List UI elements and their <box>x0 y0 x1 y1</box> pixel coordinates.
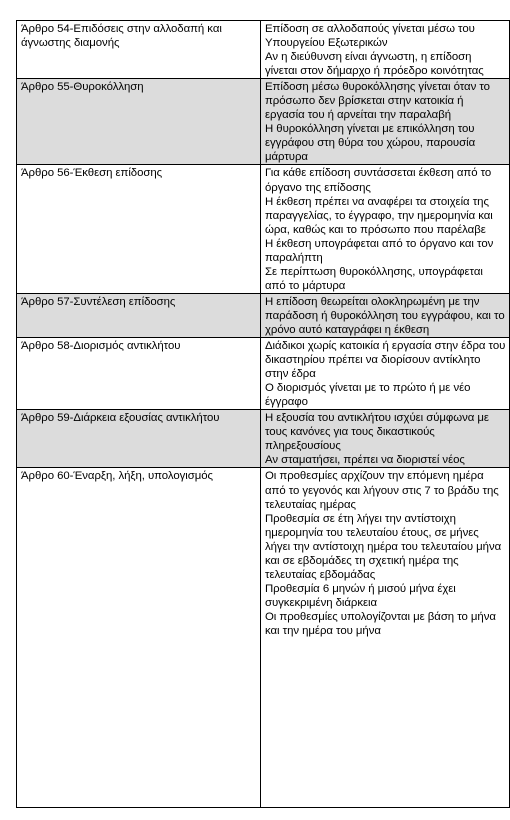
article-title: Άρθρο 56-Έκθεση επίδοσης <box>21 167 163 180</box>
article-summary-cell <box>261 79 510 165</box>
summary-line: Οι προθεσμίες υπολογίζονται με βάση το μήνα και την ημέρα του μήνα <box>265 610 496 637</box>
article-title: Άρθρο 59-Διάρκεια εξουσίας αντικλήτου <box>21 412 220 425</box>
article-title-cell <box>17 21 261 79</box>
summary-line: Η επίδοση θεωρείται ολοκληρωμένη με την παράδοση ή θυροκόλληση του εγγράφου, και το χρόνο αυτό καταγράφει η έκθεση <box>265 295 505 336</box>
article-title: Άρθρο 57-Συντέλεση επίδοσης <box>21 295 176 308</box>
article-title-cell <box>17 165 261 293</box>
summary-line: Επίδοση μέσω θυροκόλλησης γίνεται όταν το πρόσωπο δεν βρίσκεται στην κατοικία ή εργασία του ή αρνείται την παραλαβή <box>265 81 490 122</box>
table-row <box>17 165 510 293</box>
articles-table <box>16 20 510 808</box>
article-title-cell <box>17 410 261 468</box>
table-row <box>17 410 510 468</box>
summary-line: Επίδοση σε αλλοδαπούς γίνεται μέσω του Υπουργείου Εξωτερικών <box>265 23 475 50</box>
summary-line: Σε περίπτωση θυροκόλλησης, υπογράφεται από το μάρτυρα <box>265 265 483 292</box>
summary-line: Αν η διεύθυνση είναι άγνωστη, η επίδοση γίνεται στον δήμαρχο ή πρόεδρο κοινότητας <box>265 51 484 78</box>
article-title-cell <box>17 293 261 337</box>
summary-line: Για κάθε επίδοση συντάσσεται έκθεση από το όργανο της επίδοσης <box>265 167 492 194</box>
summary-line: Προθεσμία σε έτη λήγει την αντίστοιχη ημερομηνία του τελευταίου έτους, σε μήνες λήγει την αντίστοιχη ημέρα του τελευταίου μήνα και σε εβδομάδες τη σχετική ημέρα της τελευταίας εβδομάδας <box>265 512 502 581</box>
article-summary-cell <box>261 21 510 79</box>
article-title: Άρθρο 54-Επιδόσεις στην αλλοδαπή και άγνωστης διαμονής <box>21 23 222 50</box>
article-title: Άρθρο 58-Διορισμός αντικλήτου <box>21 340 181 353</box>
article-title: Άρθρο 60-Έναρξη, λήξη, υπολογισμός <box>21 470 213 483</box>
summary-line: Διάδικοι χωρίς κατοικία ή εργασία στην έδρα του δικαστηρίου πρέπει να διορίσουν αντίκλητο στην έδρα <box>265 340 506 381</box>
summary-line: Η εξουσία του αντικλήτου ισχύει σύμφωνα με τους κανόνες για τους δικαστικούς πληρεξουσίους <box>265 412 489 453</box>
article-summary-cell <box>261 293 510 337</box>
table-row <box>17 293 510 337</box>
article-title-cell <box>17 79 261 165</box>
summary-line: Οι προθεσμίες αρχίζουν την επόμενη ημέρα από το γεγονός και λήγουν στις 7 το βράδυ της τελευταίας ημέρας <box>265 470 499 511</box>
summary-line: Η έκθεση πρέπει να αναφέρει τα στοιχεία της παραγγελίας, το έγγραφο, την ημερομηνία και ώρα, καθώς και το πρόσωπο που παρέλαβε <box>265 195 493 236</box>
table-row <box>17 21 510 79</box>
table-row <box>17 338 510 410</box>
article-summary-cell <box>261 410 510 468</box>
summary-line: Η έκθεση υπογράφεται από το όργανο και τον παραλήπτη <box>265 237 494 264</box>
summary-line: Ο διορισμός γίνεται με το πρώτο ή με νέο έγγραφο <box>265 382 471 409</box>
summary-line: Αν σταματήσει, πρέπει να διοριστεί νέος <box>265 454 465 467</box>
summary-line: Η θυροκόλληση γίνεται με επικόλληση του εγγράφου στη θύρα του χώρου, παρουσία μάρτυρα <box>265 123 476 164</box>
table-row <box>17 468 510 808</box>
article-summary-cell <box>261 468 510 808</box>
article-summary-cell <box>261 165 510 293</box>
summary-line: Προθεσμία 6 μηνών ή μισού μήνα έχει συγκεκριμένη διάρκεια <box>265 582 456 609</box>
article-title-cell <box>17 468 261 808</box>
table-row <box>17 79 510 165</box>
article-title: Άρθρο 55-Θυροκόλληση <box>21 81 144 94</box>
article-summary-cell <box>261 338 510 410</box>
articles-table-body <box>17 21 510 808</box>
article-title-cell <box>17 338 261 410</box>
